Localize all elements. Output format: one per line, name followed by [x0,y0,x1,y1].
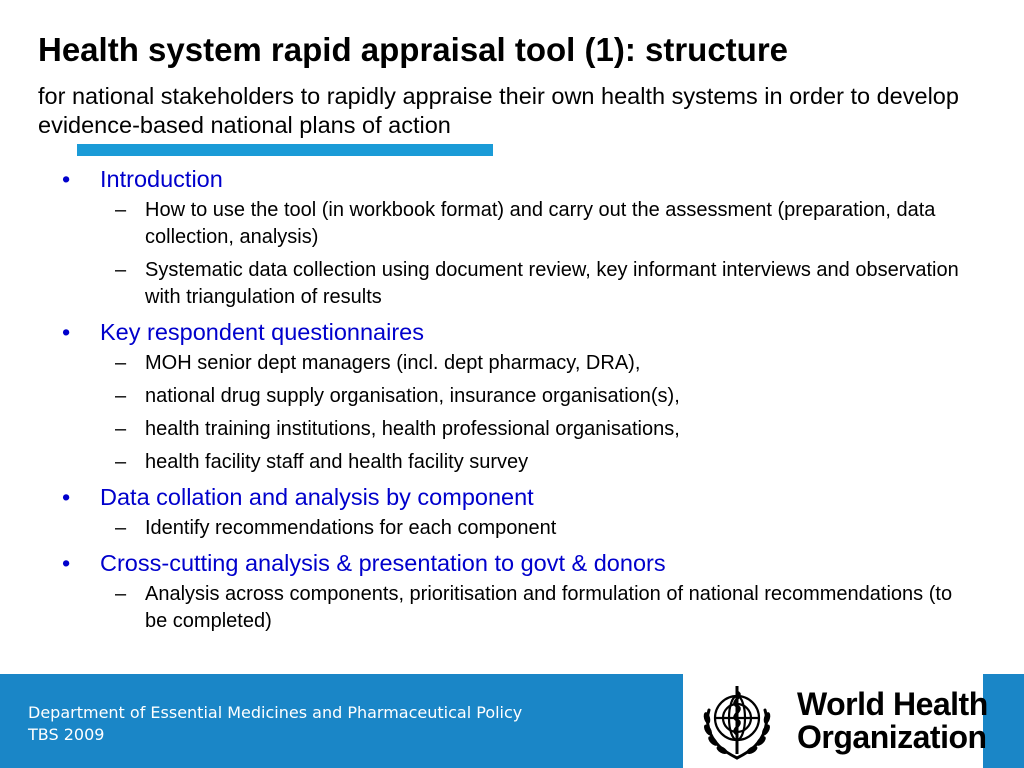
dash-marker: – [115,199,127,221]
who-emblem-icon [695,680,779,764]
sub-bullet-text: national drug supply organisation, insurance organisation(s), [145,385,680,407]
dash-marker: – [115,451,127,473]
bullet-item-cross-cutting-analysis [0,548,1024,635]
bullet-item-introduction [0,164,1024,311]
sub-bullet-item [115,383,960,410]
title-accent-bar [77,144,493,156]
sub-bullet-text: How to use the tool (in workbook format) and carry out the assessment (preparation, data collection, analysis) [145,199,936,248]
bullet-item-data-collation [0,482,1024,542]
sub-bullet-item [115,416,960,443]
sub-bullet-item [115,197,960,251]
bullet-marker: • [62,484,71,510]
sub-bullet-item [115,350,960,377]
dash-marker: – [115,259,127,281]
sub-bullet-list [100,197,1024,311]
sub-bullet-text: health facility staff and health facility survey [145,451,529,473]
sub-bullet-item [115,581,960,635]
sub-bullet-item [115,515,960,542]
slide-title: Health system rapid appraisal tool (1): structure [38,31,789,68]
sub-bullet-list [100,581,1024,635]
footer-text [28,702,522,746]
bullet-marker: • [62,319,71,345]
sub-bullet-text: MOH senior dept managers (incl. dept pharmacy, DRA), [145,352,641,374]
sub-bullet-item [115,449,960,476]
bullet-label: Introduction [100,166,223,192]
sub-bullet-text: Identify recommendations for each component [145,517,557,539]
dash-marker: – [115,418,127,440]
footer-tbs: TBS 2009 [28,725,105,744]
bullet-item-key-respondent-questionnaires [0,317,1024,476]
sub-bullet-item [115,257,960,311]
bullet-marker: • [62,550,71,576]
footer-department: Department of Essential Medicines and Pharmaceutical Policy [28,703,523,722]
dash-marker: – [115,352,127,374]
sub-bullet-list [100,515,1024,542]
sub-bullet-text: Analysis across components, prioritisation and formulation of national recommendations (to be completed) [145,583,953,632]
sub-bullet-text: Systematic data collection using document review, key informant interviews and observation with triangulation of results [145,259,959,308]
bullet-list [0,160,1024,641]
bullet-label: Cross-cutting analysis & presentation to govt & donors [100,550,666,576]
who-wordmark-line2: Organization [797,719,987,755]
bullet-marker: • [62,166,71,192]
who-wordmark-line1: World Health [797,686,988,722]
who-wordmark [797,688,988,754]
bullet-label: Data collation and analysis by component [100,484,534,510]
who-logo [683,674,988,768]
dash-marker: – [115,385,127,407]
sub-bullet-text: health training institutions, health professional organisations, [145,418,680,440]
dash-marker: – [115,583,127,605]
dash-marker: – [115,517,127,539]
slide-subtitle: for national stakeholders to rapidly appraise their own health systems in order to develop evidence-based national plans of action [38,83,959,138]
bullet-label: Key respondent questionnaires [100,319,424,345]
sub-bullet-list [100,350,1024,476]
